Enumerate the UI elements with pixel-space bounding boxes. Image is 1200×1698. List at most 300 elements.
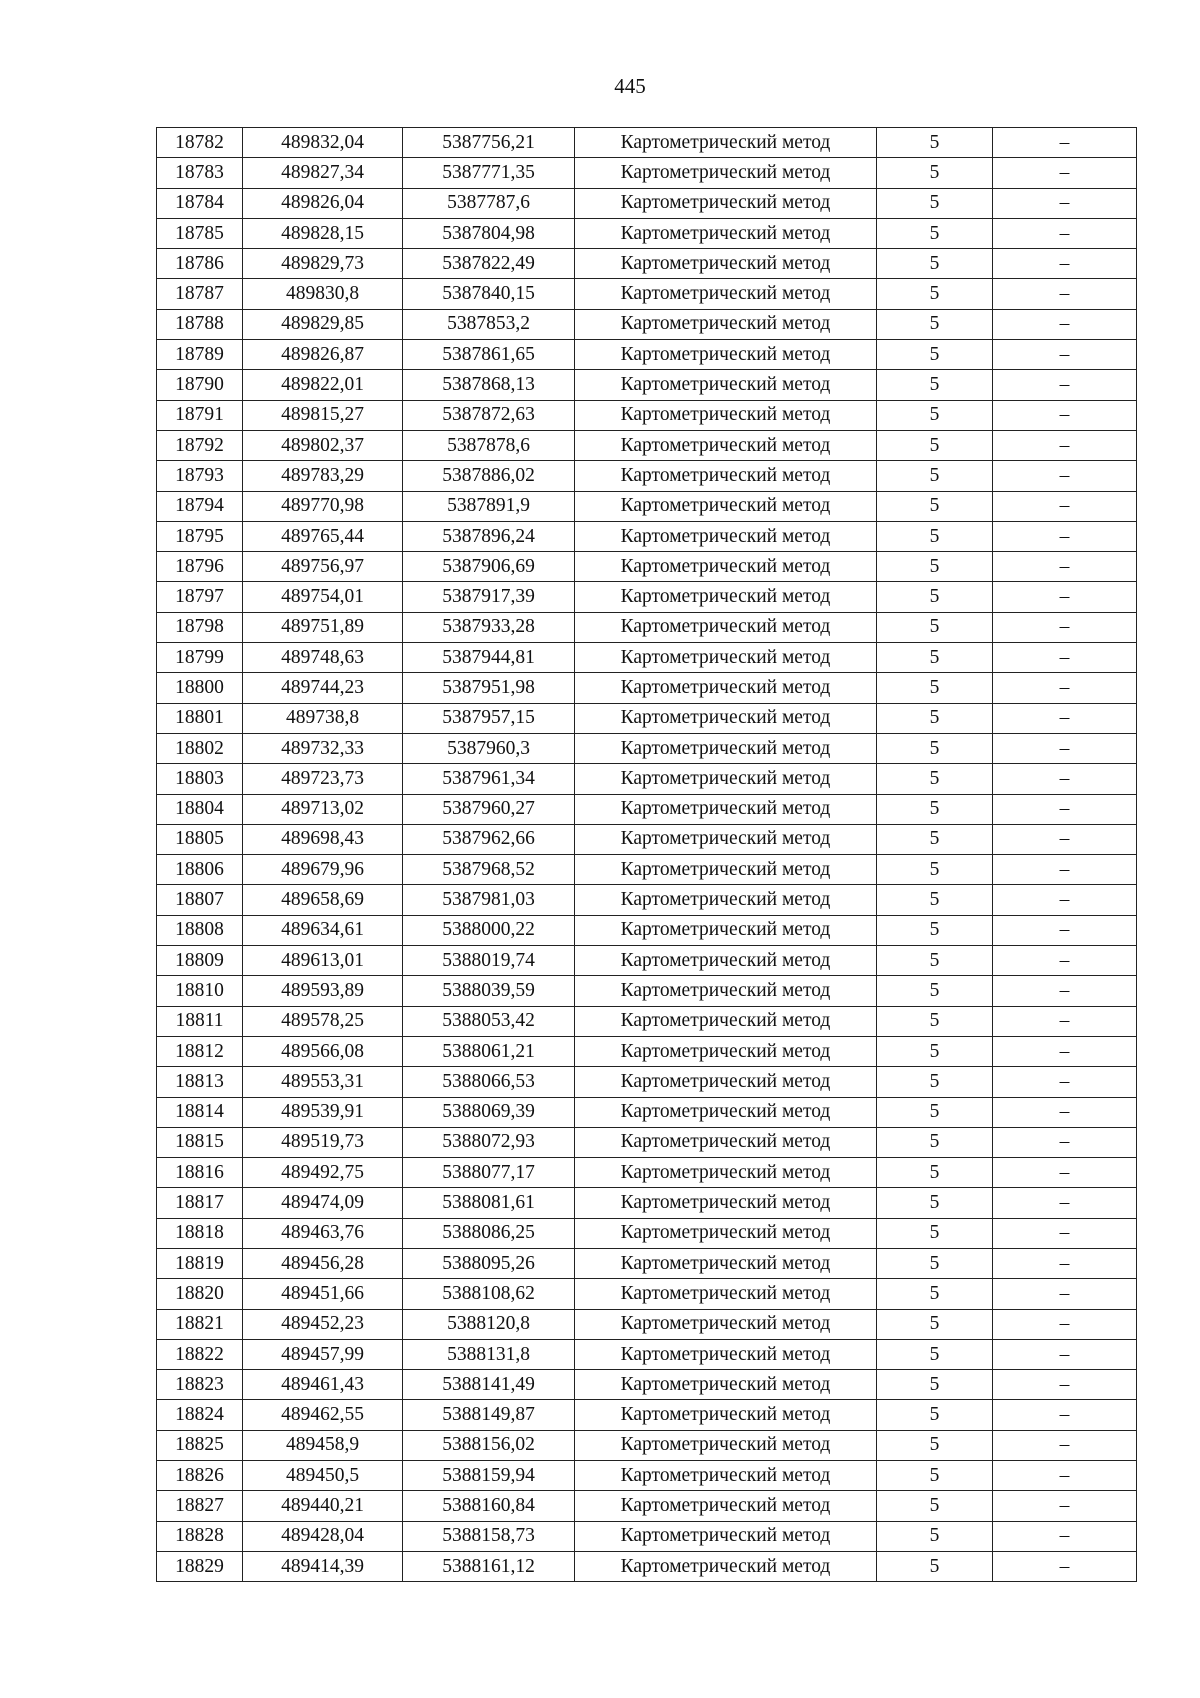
y-coordinate-cell: 5387968,52 <box>403 855 575 885</box>
point-number-cell: 18829 <box>157 1551 243 1581</box>
y-coordinate-cell: 5388077,17 <box>403 1158 575 1188</box>
y-coordinate-cell: 5387886,02 <box>403 461 575 491</box>
description-cell: – <box>993 1006 1137 1036</box>
description-cell: – <box>993 1188 1137 1218</box>
x-coordinate-cell: 489829,85 <box>243 309 403 339</box>
accuracy-cell: 5 <box>877 582 993 612</box>
table-row <box>157 1036 1137 1066</box>
method-cell: Картометрический метод <box>575 340 877 370</box>
y-coordinate-cell: 5387861,65 <box>403 340 575 370</box>
table-row <box>157 1339 1137 1369</box>
y-coordinate-cell: 5388019,74 <box>403 946 575 976</box>
y-coordinate-cell: 5387981,03 <box>403 885 575 915</box>
point-number-cell: 18812 <box>157 1036 243 1066</box>
point-number-cell: 18809 <box>157 946 243 976</box>
x-coordinate-cell: 489830,8 <box>243 279 403 309</box>
x-coordinate-cell: 489802,37 <box>243 430 403 460</box>
point-number-cell: 18801 <box>157 703 243 733</box>
method-cell: Картометрический метод <box>575 249 877 279</box>
y-coordinate-cell: 5387756,21 <box>403 128 575 158</box>
description-cell: – <box>993 1158 1137 1188</box>
point-number-cell: 18793 <box>157 461 243 491</box>
method-cell: Картометрический метод <box>575 1400 877 1430</box>
method-cell: Картометрический метод <box>575 1218 877 1248</box>
table-row <box>157 1461 1137 1491</box>
y-coordinate-cell: 5387891,9 <box>403 491 575 521</box>
x-coordinate-cell: 489829,73 <box>243 249 403 279</box>
y-coordinate-cell: 5387960,27 <box>403 794 575 824</box>
accuracy-cell: 5 <box>877 552 993 582</box>
method-cell: Картометрический метод <box>575 794 877 824</box>
method-cell: Картометрический метод <box>575 1491 877 1521</box>
table-row <box>157 1491 1137 1521</box>
point-number-cell: 18783 <box>157 158 243 188</box>
accuracy-cell: 5 <box>877 1430 993 1460</box>
y-coordinate-cell: 5388039,59 <box>403 976 575 1006</box>
point-number-cell: 18799 <box>157 643 243 673</box>
accuracy-cell: 5 <box>877 885 993 915</box>
point-number-cell: 18788 <box>157 309 243 339</box>
y-coordinate-cell: 5388000,22 <box>403 915 575 945</box>
accuracy-cell: 5 <box>877 1400 993 1430</box>
y-coordinate-cell: 5388081,61 <box>403 1188 575 1218</box>
x-coordinate-cell: 489452,23 <box>243 1309 403 1339</box>
point-number-cell: 18797 <box>157 582 243 612</box>
table-row <box>157 370 1137 400</box>
description-cell: – <box>993 218 1137 248</box>
description-cell: – <box>993 400 1137 430</box>
method-cell: Картометрический метод <box>575 976 877 1006</box>
table-row <box>157 1158 1137 1188</box>
y-coordinate-cell: 5387868,13 <box>403 370 575 400</box>
table-row <box>157 491 1137 521</box>
y-coordinate-cell: 5388161,12 <box>403 1551 575 1581</box>
accuracy-cell: 5 <box>877 158 993 188</box>
x-coordinate-cell: 489827,34 <box>243 158 403 188</box>
accuracy-cell: 5 <box>877 1127 993 1157</box>
y-coordinate-cell: 5388086,25 <box>403 1218 575 1248</box>
accuracy-cell: 5 <box>877 1036 993 1066</box>
point-number-cell: 18784 <box>157 188 243 218</box>
table-row <box>157 824 1137 854</box>
x-coordinate-cell: 489732,33 <box>243 733 403 763</box>
x-coordinate-cell: 489744,23 <box>243 673 403 703</box>
method-cell: Картометрический метод <box>575 1248 877 1278</box>
y-coordinate-cell: 5387951,98 <box>403 673 575 703</box>
method-cell: Картометрический метод <box>575 764 877 794</box>
table-row <box>157 1006 1137 1036</box>
description-cell: – <box>993 855 1137 885</box>
description-cell: – <box>993 1067 1137 1097</box>
table-row <box>157 976 1137 1006</box>
x-coordinate-cell: 489456,28 <box>243 1248 403 1278</box>
accuracy-cell: 5 <box>877 1521 993 1551</box>
description-cell: – <box>993 1370 1137 1400</box>
description-cell: – <box>993 582 1137 612</box>
x-coordinate-cell: 489822,01 <box>243 370 403 400</box>
x-coordinate-cell: 489748,63 <box>243 643 403 673</box>
accuracy-cell: 5 <box>877 1551 993 1581</box>
description-cell: – <box>993 1036 1137 1066</box>
table-row <box>157 1218 1137 1248</box>
method-cell: Картометрический метод <box>575 885 877 915</box>
point-number-cell: 18794 <box>157 491 243 521</box>
description-cell: – <box>993 249 1137 279</box>
x-coordinate-cell: 489566,08 <box>243 1036 403 1066</box>
method-cell: Картометрический метод <box>575 673 877 703</box>
y-coordinate-cell: 5388158,73 <box>403 1521 575 1551</box>
accuracy-cell: 5 <box>877 430 993 460</box>
y-coordinate-cell: 5388108,62 <box>403 1279 575 1309</box>
accuracy-cell: 5 <box>877 946 993 976</box>
y-coordinate-cell: 5388156,02 <box>403 1430 575 1460</box>
method-cell: Картометрический метод <box>575 703 877 733</box>
x-coordinate-cell: 489539,91 <box>243 1097 403 1127</box>
y-coordinate-cell: 5387872,63 <box>403 400 575 430</box>
table-row <box>157 1309 1137 1339</box>
y-coordinate-cell: 5387896,24 <box>403 521 575 551</box>
method-cell: Картометрический метод <box>575 309 877 339</box>
point-number-cell: 18817 <box>157 1188 243 1218</box>
table-row <box>157 855 1137 885</box>
table-row <box>157 612 1137 642</box>
x-coordinate-cell: 489451,66 <box>243 1279 403 1309</box>
y-coordinate-cell: 5388149,87 <box>403 1400 575 1430</box>
description-cell: – <box>993 976 1137 1006</box>
point-number-cell: 18818 <box>157 1218 243 1248</box>
table-row <box>157 461 1137 491</box>
y-coordinate-cell: 5388160,84 <box>403 1491 575 1521</box>
x-coordinate-cell: 489832,04 <box>243 128 403 158</box>
y-coordinate-cell: 5388141,49 <box>403 1370 575 1400</box>
table-row <box>157 643 1137 673</box>
table-row <box>157 552 1137 582</box>
point-number-cell: 18796 <box>157 552 243 582</box>
accuracy-cell: 5 <box>877 1218 993 1248</box>
point-number-cell: 18785 <box>157 218 243 248</box>
accuracy-cell: 5 <box>877 794 993 824</box>
table-row <box>157 1279 1137 1309</box>
table-row <box>157 521 1137 551</box>
description-cell: – <box>993 1097 1137 1127</box>
accuracy-cell: 5 <box>877 1339 993 1369</box>
description-cell: – <box>993 128 1137 158</box>
x-coordinate-cell: 489679,96 <box>243 855 403 885</box>
x-coordinate-cell: 489751,89 <box>243 612 403 642</box>
point-number-cell: 18823 <box>157 1370 243 1400</box>
method-cell: Картометрический метод <box>575 915 877 945</box>
description-cell: – <box>993 643 1137 673</box>
point-number-cell: 18822 <box>157 1339 243 1369</box>
table-row <box>157 1400 1137 1430</box>
accuracy-cell: 5 <box>877 279 993 309</box>
point-number-cell: 18790 <box>157 370 243 400</box>
y-coordinate-cell: 5387960,3 <box>403 733 575 763</box>
accuracy-cell: 5 <box>877 521 993 551</box>
method-cell: Картометрический метод <box>575 612 877 642</box>
y-coordinate-cell: 5388120,8 <box>403 1309 575 1339</box>
y-coordinate-cell: 5388072,93 <box>403 1127 575 1157</box>
description-cell: – <box>993 430 1137 460</box>
y-coordinate-cell: 5388131,8 <box>403 1339 575 1369</box>
table-row <box>157 582 1137 612</box>
point-number-cell: 18808 <box>157 915 243 945</box>
x-coordinate-cell: 489458,9 <box>243 1430 403 1460</box>
point-number-cell: 18826 <box>157 1461 243 1491</box>
table-row <box>157 794 1137 824</box>
accuracy-cell: 5 <box>877 1097 993 1127</box>
point-number-cell: 18786 <box>157 249 243 279</box>
x-coordinate-cell: 489440,21 <box>243 1491 403 1521</box>
x-coordinate-cell: 489414,39 <box>243 1551 403 1581</box>
x-coordinate-cell: 489826,87 <box>243 340 403 370</box>
y-coordinate-cell: 5387933,28 <box>403 612 575 642</box>
accuracy-cell: 5 <box>877 309 993 339</box>
description-cell: – <box>993 885 1137 915</box>
y-coordinate-cell: 5387957,15 <box>403 703 575 733</box>
table-row <box>157 1067 1137 1097</box>
x-coordinate-cell: 489492,75 <box>243 1158 403 1188</box>
point-number-cell: 18820 <box>157 1279 243 1309</box>
table-row <box>157 915 1137 945</box>
description-cell: – <box>993 491 1137 521</box>
description-cell: – <box>993 521 1137 551</box>
description-cell: – <box>993 340 1137 370</box>
table-row <box>157 946 1137 976</box>
description-cell: – <box>993 1551 1137 1581</box>
description-cell: – <box>993 188 1137 218</box>
accuracy-cell: 5 <box>877 1188 993 1218</box>
point-number-cell: 18816 <box>157 1158 243 1188</box>
point-number-cell: 18811 <box>157 1006 243 1036</box>
accuracy-cell: 5 <box>877 976 993 1006</box>
y-coordinate-cell: 5388061,21 <box>403 1036 575 1066</box>
method-cell: Картометрический метод <box>575 1188 877 1218</box>
method-cell: Картометрический метод <box>575 521 877 551</box>
x-coordinate-cell: 489553,31 <box>243 1067 403 1097</box>
x-coordinate-cell: 489783,29 <box>243 461 403 491</box>
point-number-cell: 18815 <box>157 1127 243 1157</box>
point-number-cell: 18810 <box>157 976 243 1006</box>
point-number-cell: 18802 <box>157 733 243 763</box>
table-row <box>157 400 1137 430</box>
accuracy-cell: 5 <box>877 643 993 673</box>
table-row <box>157 128 1137 158</box>
point-number-cell: 18813 <box>157 1067 243 1097</box>
y-coordinate-cell: 5387906,69 <box>403 552 575 582</box>
description-cell: – <box>993 1279 1137 1309</box>
accuracy-cell: 5 <box>877 1158 993 1188</box>
accuracy-cell: 5 <box>877 673 993 703</box>
x-coordinate-cell: 489462,55 <box>243 1400 403 1430</box>
point-number-cell: 18825 <box>157 1430 243 1460</box>
description-cell: – <box>993 1309 1137 1339</box>
y-coordinate-cell: 5387840,15 <box>403 279 575 309</box>
description-cell: – <box>993 1400 1137 1430</box>
method-cell: Картометрический метод <box>575 1430 877 1460</box>
point-number-cell: 18821 <box>157 1309 243 1339</box>
x-coordinate-cell: 489754,01 <box>243 582 403 612</box>
method-cell: Картометрический метод <box>575 279 877 309</box>
accuracy-cell: 5 <box>877 340 993 370</box>
x-coordinate-cell: 489474,09 <box>243 1188 403 1218</box>
method-cell: Картометрический метод <box>575 1006 877 1036</box>
point-number-cell: 18819 <box>157 1248 243 1278</box>
description-cell: – <box>993 1491 1137 1521</box>
method-cell: Картометрический метод <box>575 1067 877 1097</box>
method-cell: Картометрический метод <box>575 128 877 158</box>
description-cell: – <box>993 703 1137 733</box>
point-number-cell: 18827 <box>157 1491 243 1521</box>
method-cell: Картометрический метод <box>575 1036 877 1066</box>
method-cell: Картометрический метод <box>575 461 877 491</box>
x-coordinate-cell: 489738,8 <box>243 703 403 733</box>
method-cell: Картометрический метод <box>575 491 877 521</box>
accuracy-cell: 5 <box>877 1491 993 1521</box>
x-coordinate-cell: 489450,5 <box>243 1461 403 1491</box>
point-number-cell: 18791 <box>157 400 243 430</box>
y-coordinate-cell: 5387944,81 <box>403 643 575 673</box>
coordinates-table-body <box>157 128 1137 1582</box>
method-cell: Картометрический метод <box>575 1158 877 1188</box>
x-coordinate-cell: 489457,99 <box>243 1339 403 1369</box>
description-cell: – <box>993 1339 1137 1369</box>
accuracy-cell: 5 <box>877 612 993 642</box>
x-coordinate-cell: 489826,04 <box>243 188 403 218</box>
y-coordinate-cell: 5387962,66 <box>403 824 575 854</box>
point-number-cell: 18787 <box>157 279 243 309</box>
accuracy-cell: 5 <box>877 1006 993 1036</box>
table-row <box>157 733 1137 763</box>
y-coordinate-cell: 5387961,34 <box>403 764 575 794</box>
description-cell: – <box>993 1430 1137 1460</box>
table-row <box>157 188 1137 218</box>
table-row <box>157 703 1137 733</box>
x-coordinate-cell: 489658,69 <box>243 885 403 915</box>
description-cell: – <box>993 1218 1137 1248</box>
description-cell: – <box>993 552 1137 582</box>
method-cell: Картометрический метод <box>575 1339 877 1369</box>
description-cell: – <box>993 279 1137 309</box>
coordinates-table <box>156 127 1137 1582</box>
method-cell: Картометрический метод <box>575 733 877 763</box>
accuracy-cell: 5 <box>877 915 993 945</box>
method-cell: Картометрический метод <box>575 1461 877 1491</box>
accuracy-cell: 5 <box>877 128 993 158</box>
table-row <box>157 279 1137 309</box>
accuracy-cell: 5 <box>877 400 993 430</box>
table-row <box>157 309 1137 339</box>
method-cell: Картометрический метод <box>575 158 877 188</box>
description-cell: – <box>993 1461 1137 1491</box>
accuracy-cell: 5 <box>877 218 993 248</box>
point-number-cell: 18824 <box>157 1400 243 1430</box>
table-row <box>157 885 1137 915</box>
accuracy-cell: 5 <box>877 764 993 794</box>
description-cell: – <box>993 824 1137 854</box>
y-coordinate-cell: 5388159,94 <box>403 1461 575 1491</box>
accuracy-cell: 5 <box>877 370 993 400</box>
point-number-cell: 18795 <box>157 521 243 551</box>
method-cell: Картометрический метод <box>575 552 877 582</box>
x-coordinate-cell: 489815,27 <box>243 400 403 430</box>
point-number-cell: 18804 <box>157 794 243 824</box>
point-number-cell: 18782 <box>157 128 243 158</box>
page-number: 445 <box>614 74 646 98</box>
table-row <box>157 1521 1137 1551</box>
table-row <box>157 340 1137 370</box>
x-coordinate-cell: 489756,97 <box>243 552 403 582</box>
x-coordinate-cell: 489713,02 <box>243 794 403 824</box>
description-cell: – <box>993 612 1137 642</box>
point-number-cell: 18803 <box>157 764 243 794</box>
point-number-cell: 18792 <box>157 430 243 460</box>
description-cell: – <box>993 309 1137 339</box>
x-coordinate-cell: 489634,61 <box>243 915 403 945</box>
y-coordinate-cell: 5387917,39 <box>403 582 575 612</box>
table-row <box>157 1370 1137 1400</box>
x-coordinate-cell: 489461,43 <box>243 1370 403 1400</box>
x-coordinate-cell: 489828,15 <box>243 218 403 248</box>
description-cell: – <box>993 794 1137 824</box>
method-cell: Картометрический метод <box>575 400 877 430</box>
method-cell: Картометрический метод <box>575 1551 877 1581</box>
y-coordinate-cell: 5388066,53 <box>403 1067 575 1097</box>
accuracy-cell: 5 <box>877 855 993 885</box>
method-cell: Картометрический метод <box>575 218 877 248</box>
description-cell: – <box>993 1127 1137 1157</box>
point-number-cell: 18828 <box>157 1521 243 1551</box>
method-cell: Картометрический метод <box>575 824 877 854</box>
point-number-cell: 18800 <box>157 673 243 703</box>
point-number-cell: 18806 <box>157 855 243 885</box>
accuracy-cell: 5 <box>877 188 993 218</box>
description-cell: – <box>993 673 1137 703</box>
accuracy-cell: 5 <box>877 1370 993 1400</box>
x-coordinate-cell: 489765,44 <box>243 521 403 551</box>
description-cell: – <box>993 733 1137 763</box>
x-coordinate-cell: 489428,04 <box>243 1521 403 1551</box>
y-coordinate-cell: 5387853,2 <box>403 309 575 339</box>
accuracy-cell: 5 <box>877 1309 993 1339</box>
point-number-cell: 18805 <box>157 824 243 854</box>
y-coordinate-cell: 5388069,39 <box>403 1097 575 1127</box>
y-coordinate-cell: 5387804,98 <box>403 218 575 248</box>
description-cell: – <box>993 1521 1137 1551</box>
y-coordinate-cell: 5387787,6 <box>403 188 575 218</box>
accuracy-cell: 5 <box>877 1067 993 1097</box>
method-cell: Картометрический метод <box>575 188 877 218</box>
table-row <box>157 1430 1137 1460</box>
method-cell: Картометрический метод <box>575 1521 877 1551</box>
table-row <box>157 1188 1137 1218</box>
y-coordinate-cell: 5388053,42 <box>403 1006 575 1036</box>
method-cell: Картометрический метод <box>575 1279 877 1309</box>
x-coordinate-cell: 489578,25 <box>243 1006 403 1036</box>
description-cell: – <box>993 946 1137 976</box>
y-coordinate-cell: 5387771,35 <box>403 158 575 188</box>
method-cell: Картометрический метод <box>575 643 877 673</box>
table-row <box>157 673 1137 703</box>
accuracy-cell: 5 <box>877 491 993 521</box>
table-row <box>157 218 1137 248</box>
accuracy-cell: 5 <box>877 1461 993 1491</box>
description-cell: – <box>993 158 1137 188</box>
description-cell: – <box>993 461 1137 491</box>
table-row <box>157 158 1137 188</box>
point-number-cell: 18789 <box>157 340 243 370</box>
table-row <box>157 1551 1137 1581</box>
